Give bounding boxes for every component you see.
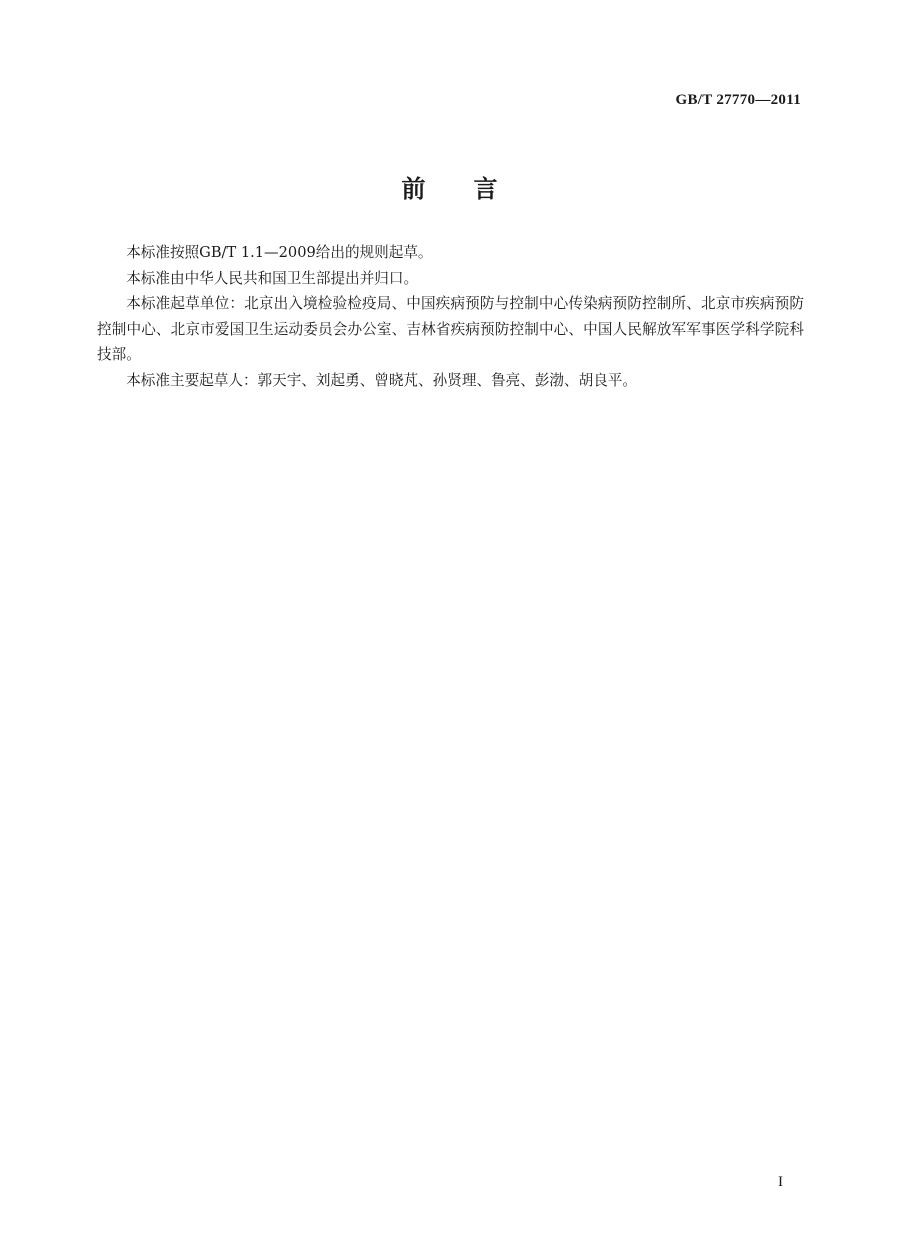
- preface-body: [97, 240, 804, 393]
- paragraph-drafting-rules: 本标准按照GB/T 1.1—2009给出的规则起草。: [126, 244, 433, 261]
- paragraph-drafting-units: 本标准起草单位：北京出入境检验检疫局、中国疾病预防与控制中心传染病预防控制所、北京市疾病预防控制中心、北京市爱国卫生运动委员会办公室、吉林省疾病预防控制中心、中国人民解放军军事医学科学院科技部。: [97, 295, 804, 363]
- page-number: I: [778, 1174, 783, 1190]
- paragraph-proposer: 本标准由中华人民共和国卫生部提出并归口。: [126, 269, 419, 287]
- page-title: 前言: [401, 175, 546, 203]
- paragraph-main-drafters: 本标准主要起草人：郭天宇、刘起勇、曾晓芃、孙贤理、鲁亮、彭渤、胡良平。: [126, 371, 637, 389]
- standard-number: GB/T 27770—2011: [675, 92, 801, 108]
